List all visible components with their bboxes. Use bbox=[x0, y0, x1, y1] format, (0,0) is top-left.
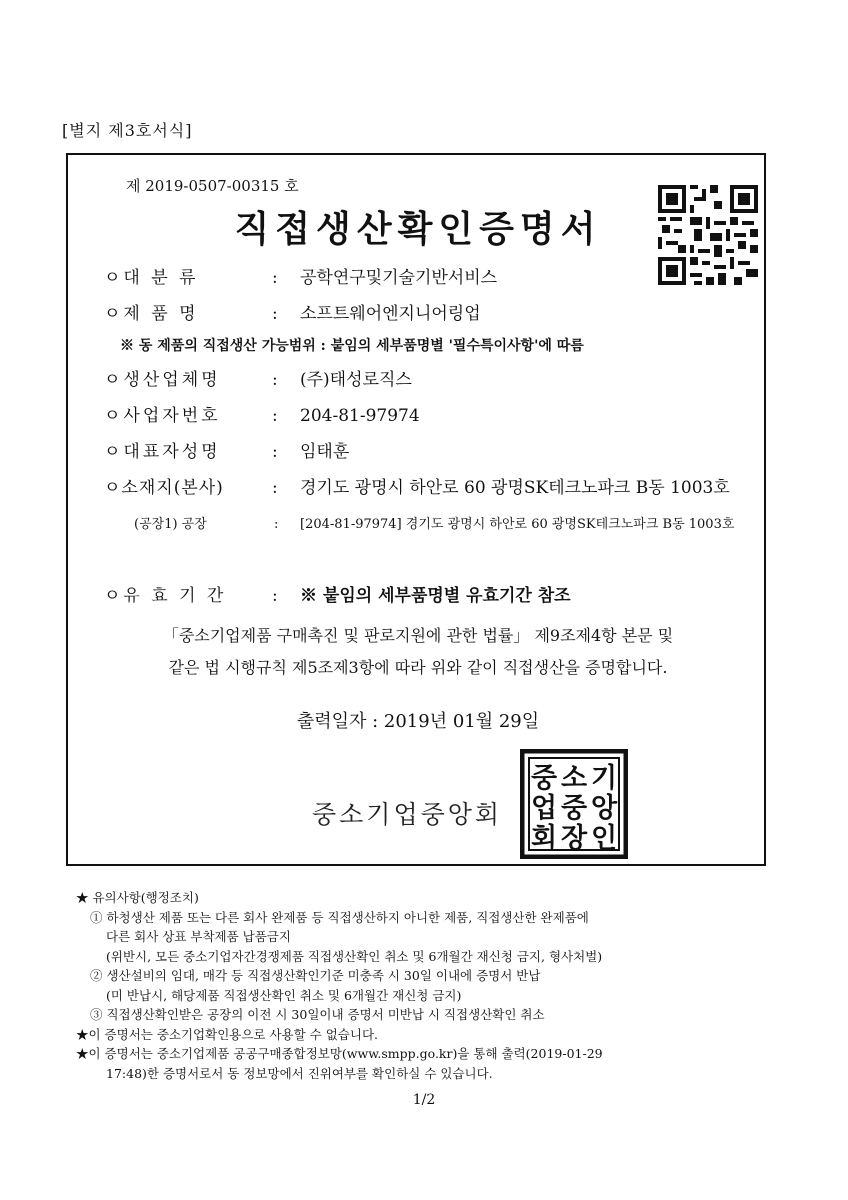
statement-line-1: 「중소기업제품 구매촉진 및 판로지원에 관한 법률」 제9조제4항 본문 및 bbox=[162, 626, 674, 645]
field-product-value: 소프트웨어엔지니어링업 bbox=[300, 304, 481, 324]
company-name-value: (주)태성로직스 bbox=[300, 370, 412, 390]
field-business-number: ㅇ사업자번호 : 204-81-97974 bbox=[104, 406, 420, 426]
svg-text:회: 회 bbox=[530, 823, 558, 854]
field-validity: ㅇ유 효 기 간 : ※ 붙임의 세부품명별 유효기간 참조 bbox=[104, 586, 571, 606]
notice-line: ② 생산설비의 임대, 매각 등 직접생산확인기준 미충족 시 30일 이내에 증명서 반납 bbox=[90, 968, 541, 983]
svg-text:기: 기 bbox=[590, 763, 618, 794]
statement-line-2: 같은 법 시행규칙 제5조제3항에 따라 위와 같이 직접생산을 증명합니다. bbox=[168, 658, 668, 677]
svg-text:중: 중 bbox=[530, 763, 558, 794]
certificate-frame bbox=[66, 153, 766, 866]
field-product-label: ㅇ제 품 명 bbox=[104, 304, 199, 324]
representative-value: 임태훈 bbox=[300, 442, 350, 462]
svg-text:장: 장 bbox=[560, 823, 588, 854]
field-category: ㅇ대 분 류 : 공학연구및기술기반서비스 bbox=[104, 263, 497, 288]
notice-line: 다른 회사 상표 부착제품 납품금지 bbox=[106, 929, 291, 944]
field-address: ㅇ소재지(본사) : 경기도 광명시 하안로 60 광명SK테크노파크 B동 1003호 bbox=[104, 478, 730, 498]
issuer-name: 중소기업중앙회 bbox=[312, 800, 503, 829]
certificate-title: 직접생산확인증명서 bbox=[234, 208, 602, 250]
field-category-label: ㅇ대 분 류 bbox=[104, 268, 199, 288]
certificate-number: 제 2019-0507-00315 호 bbox=[126, 177, 299, 195]
field-factory: (공장1) 공장 : [204-81-97974] 경기도 광명시 하안로 60 광명SK테크노파크 B동 1003호 bbox=[134, 517, 735, 532]
field-product-name: ㅇ제 품 명 : 소프트웨어엔지니어링업 bbox=[104, 299, 481, 324]
notice-line: ★이 증명서는 중소기업확인용으로 사용할 수 없습니다. bbox=[76, 1026, 378, 1042]
form-number-label: [별지 제3호서식] bbox=[62, 121, 193, 140]
notice-line: ★이 증명서는 중소기업제품 공공구매종합정보망(www.smpp.go.kr)을 통해 출력(2019-01-29 bbox=[76, 1046, 603, 1061]
field-category-value: 공학연구및기술기반서비스 bbox=[300, 268, 498, 288]
factory-value: [204-81-97974] 경기도 광명시 하안로 60 광명SK테크노파크 B동 1003호 bbox=[300, 517, 735, 532]
business-number-value: 204-81-97974 bbox=[300, 406, 420, 426]
notice-line: 17:48)한 증명서로서 동 정보망에서 진위여부를 확인하실 수 있습니다. bbox=[106, 1065, 493, 1081]
field-representative: ㅇ대표자성명 : 임태훈 bbox=[104, 442, 350, 462]
official-seal-icon bbox=[520, 749, 628, 859]
svg-text:인: 인 bbox=[590, 823, 618, 854]
address-value: 경기도 광명시 하안로 60 광명SK테크노파크 B동 1003호 bbox=[300, 478, 730, 498]
issue-date: 출력일자 : 2019년 01월 29일 bbox=[296, 711, 540, 732]
notice-line: (위반시, 모든 중소기업자간경쟁제품 직접생산확인 취소 및 6개월간 재신청 금지, 형사처벌) bbox=[106, 948, 603, 964]
svg-text:소: 소 bbox=[560, 763, 588, 794]
svg-text:업: 업 bbox=[530, 793, 558, 824]
page-number: 1/2 bbox=[412, 1092, 436, 1108]
qr-code-icon bbox=[658, 185, 758, 285]
field-company-name: ㅇ생산업체명 : (주)태성로직스 bbox=[104, 370, 412, 390]
notices-section bbox=[76, 888, 603, 1083]
svg-text:앙: 앙 bbox=[590, 793, 618, 824]
notice-line: ① 하청생산 제품 또는 다른 회사 완제품 등 직접생산하지 아니한 제품, 직접생산한 완제품에 bbox=[90, 909, 589, 925]
notice-line: ③ 직접생산확인받은 공장의 이전 시 30일이내 증명서 미반납 시 직접생산확인 취소 bbox=[90, 1007, 545, 1022]
notice-line: (미 반납시, 해당제품 직접생산확인 취소 및 6개월간 재신청 금지) bbox=[106, 987, 462, 1003]
validity-value: ※ 붙임의 세부품명별 유효기간 참조 bbox=[300, 586, 571, 606]
svg-text:중: 중 bbox=[560, 793, 588, 824]
notices-title: ★ 유의사항(행정조치) bbox=[76, 890, 199, 905]
scope-note: ※ 동 제품의 직접생산 가능범위 : 붙임의 세부품명별 '필수특이사항'에 따름 bbox=[120, 338, 584, 354]
